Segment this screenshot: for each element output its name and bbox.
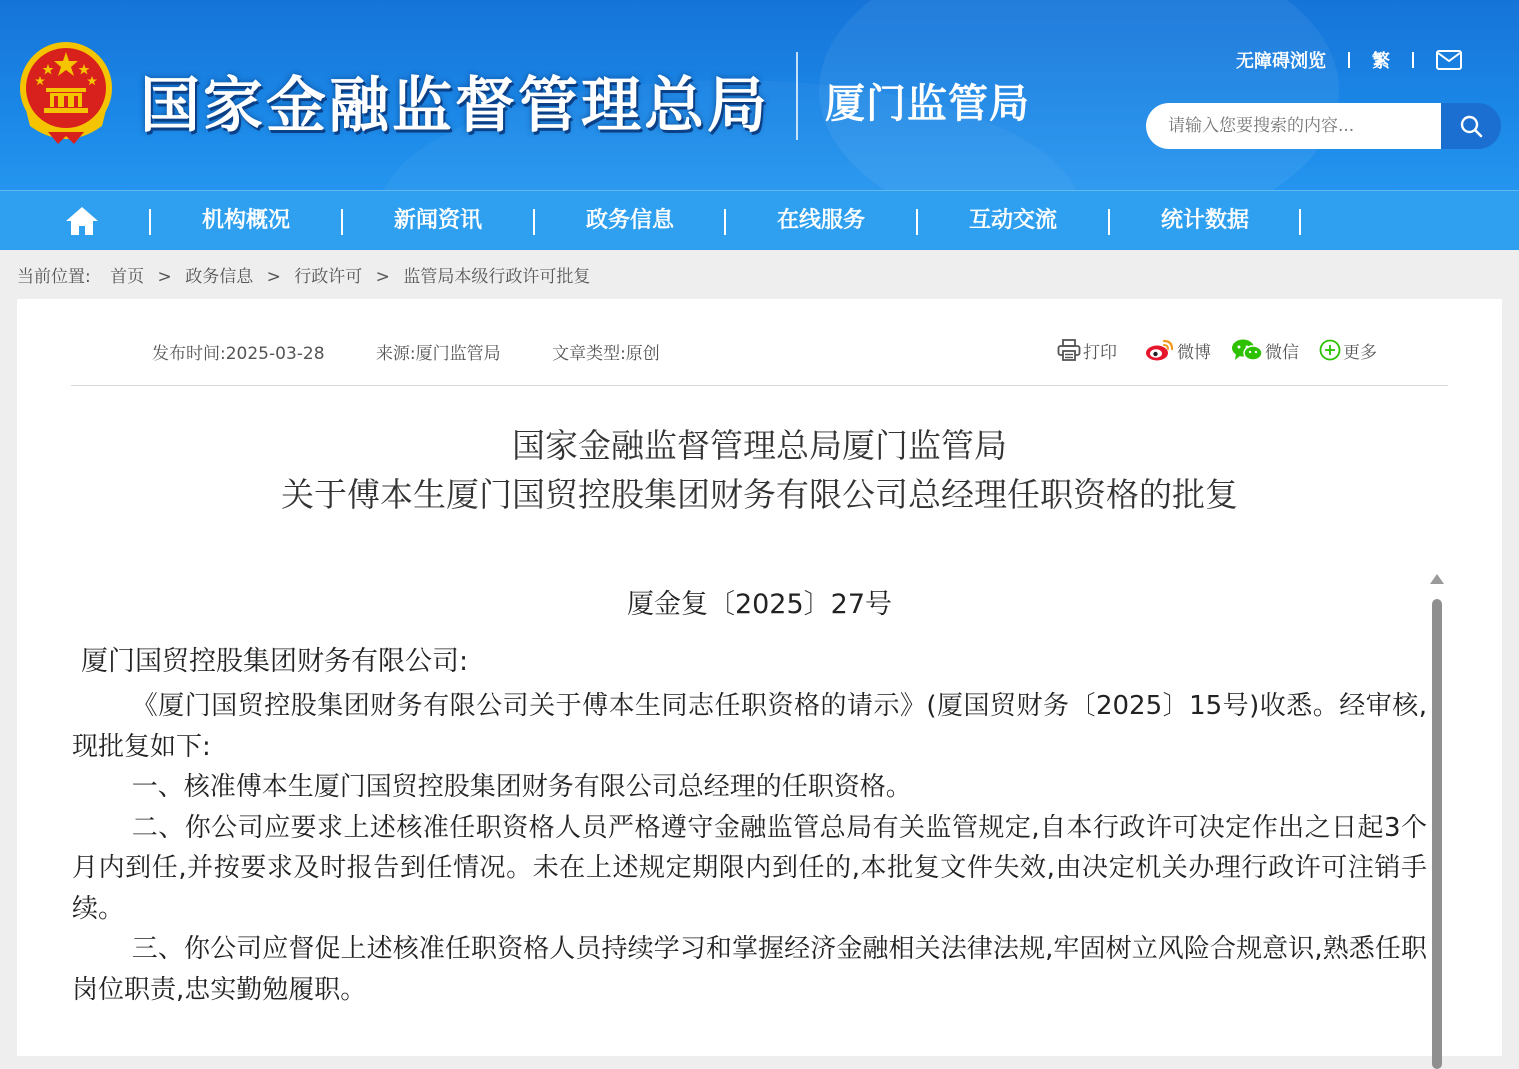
bureau-name[interactable]: 厦门监管局 [825, 81, 1030, 127]
wechat-icon [1231, 338, 1263, 362]
nav-item-online-services[interactable]: 在线服务 [776, 208, 865, 233]
paragraph: 三、你公司应督促上述核准任职资格人员持续学习和掌握经济金融相关法律法规,牢固树立风险合规意识,熟悉任职岗位职责,忠实勤勉履职。 [72, 934, 1427, 1005]
document-number: 厦金复〔2025〕27号 [626, 589, 893, 620]
plus-circle-icon [1319, 339, 1341, 361]
article-type: 文章类型:原创 [552, 344, 660, 364]
search-icon [1459, 114, 1483, 138]
meta-divider [71, 385, 1448, 386]
nav-item-institution-overview[interactable]: 机构概况 [201, 208, 290, 233]
addressee: 厦门国贸控股集团财务有限公司: [81, 646, 469, 677]
breadcrumb-item-government-info[interactable]: 政务信息 [185, 267, 254, 287]
header-divider [796, 52, 798, 140]
article-title [17, 421, 1502, 519]
search-box [1146, 103, 1501, 149]
link-separator [1348, 52, 1350, 68]
scrollbar[interactable] [1430, 574, 1444, 1056]
scroll-up-arrow-icon[interactable] [1430, 574, 1444, 584]
breadcrumb [17, 262, 590, 287]
breadcrumb-item-home[interactable]: 首页 [110, 267, 145, 287]
agency-name[interactable]: 国家金融监督管理总局 [140, 71, 770, 141]
paragraph: 一、核准傅本生厦门国贸控股集团财务有限公司总经理的任职资格。 [131, 772, 912, 802]
more-share-button[interactable] [1319, 338, 1377, 363]
breadcrumb-separator: > [157, 267, 172, 287]
nav-item-news[interactable]: 新闻资讯 [393, 208, 482, 233]
share-bar [1057, 337, 1377, 363]
link-separator [1412, 52, 1414, 68]
publish-time: 发布时间:2025-03-28 [152, 344, 325, 364]
more-label: 更多 [1343, 342, 1377, 363]
breadcrumb-separator: > [375, 267, 390, 287]
search-button[interactable] [1441, 103, 1501, 149]
breadcrumb-item-administrative-license[interactable]: 行政许可 [294, 267, 363, 287]
nav-separator [1299, 209, 1301, 235]
print-button[interactable] [1057, 338, 1117, 363]
main-nav [0, 190, 1519, 250]
top-links [1236, 48, 1462, 72]
paragraph: 二、你公司应要求上述核准任职资格人员严格遵守金融监管总局有关监管规定,自本行政许可决定作出之日起3个月内到任,并按要求及时报告到任情况。未在上述规定期限内到任的,本批复文件失效,由决定机关办理行政许可注销手续。 [72, 812, 1427, 924]
scrollbar-thumb[interactable] [1432, 599, 1442, 1069]
breadcrumb-separator: > [266, 267, 281, 287]
mail-icon[interactable] [1436, 50, 1462, 70]
paragraph: 《厦门国贸控股集团财务有限公司关于傅本生同志任职资格的请示》(厦国贸财务〔2025〕15号)收悉。经审核,现批复如下: [72, 691, 1427, 762]
nav-item-statistics[interactable]: 统计数据 [1160, 208, 1249, 233]
national-emblem-icon[interactable] [18, 40, 114, 144]
article-panel [17, 299, 1502, 1056]
traditional-chinese-link[interactable]: 繁 [1372, 51, 1390, 72]
article-title-line-1: 国家金融监督管理总局厦门监管局 [512, 426, 1007, 465]
article-title-line-2: 关于傅本生厦门国贸控股集团财务有限公司总经理任职资格的批复 [281, 475, 1238, 514]
weibo-icon [1145, 338, 1175, 362]
wechat-label: 微信 [1265, 342, 1299, 363]
wechat-share-button[interactable] [1231, 338, 1299, 363]
printer-icon [1057, 339, 1081, 361]
site-header [0, 0, 1519, 190]
breadcrumb-item-approvals[interactable]: 监管局本级行政许可批复 [403, 267, 591, 287]
search-input[interactable] [1146, 103, 1441, 149]
article-body [72, 686, 1427, 1010]
accessibility-link[interactable]: 无障碍浏览 [1236, 51, 1326, 72]
article-source: 来源:厦门监管局 [375, 344, 501, 364]
print-label: 打印 [1083, 342, 1117, 363]
weibo-share-button[interactable] [1145, 338, 1211, 363]
article-meta [152, 339, 660, 364]
nav-item-interaction[interactable]: 互动交流 [968, 208, 1057, 233]
weibo-label: 微博 [1177, 342, 1211, 363]
home-icon[interactable] [64, 205, 100, 237]
breadcrumb-label: 当前位置: [17, 267, 91, 287]
nav-item-government-info[interactable]: 政务信息 [585, 208, 674, 233]
